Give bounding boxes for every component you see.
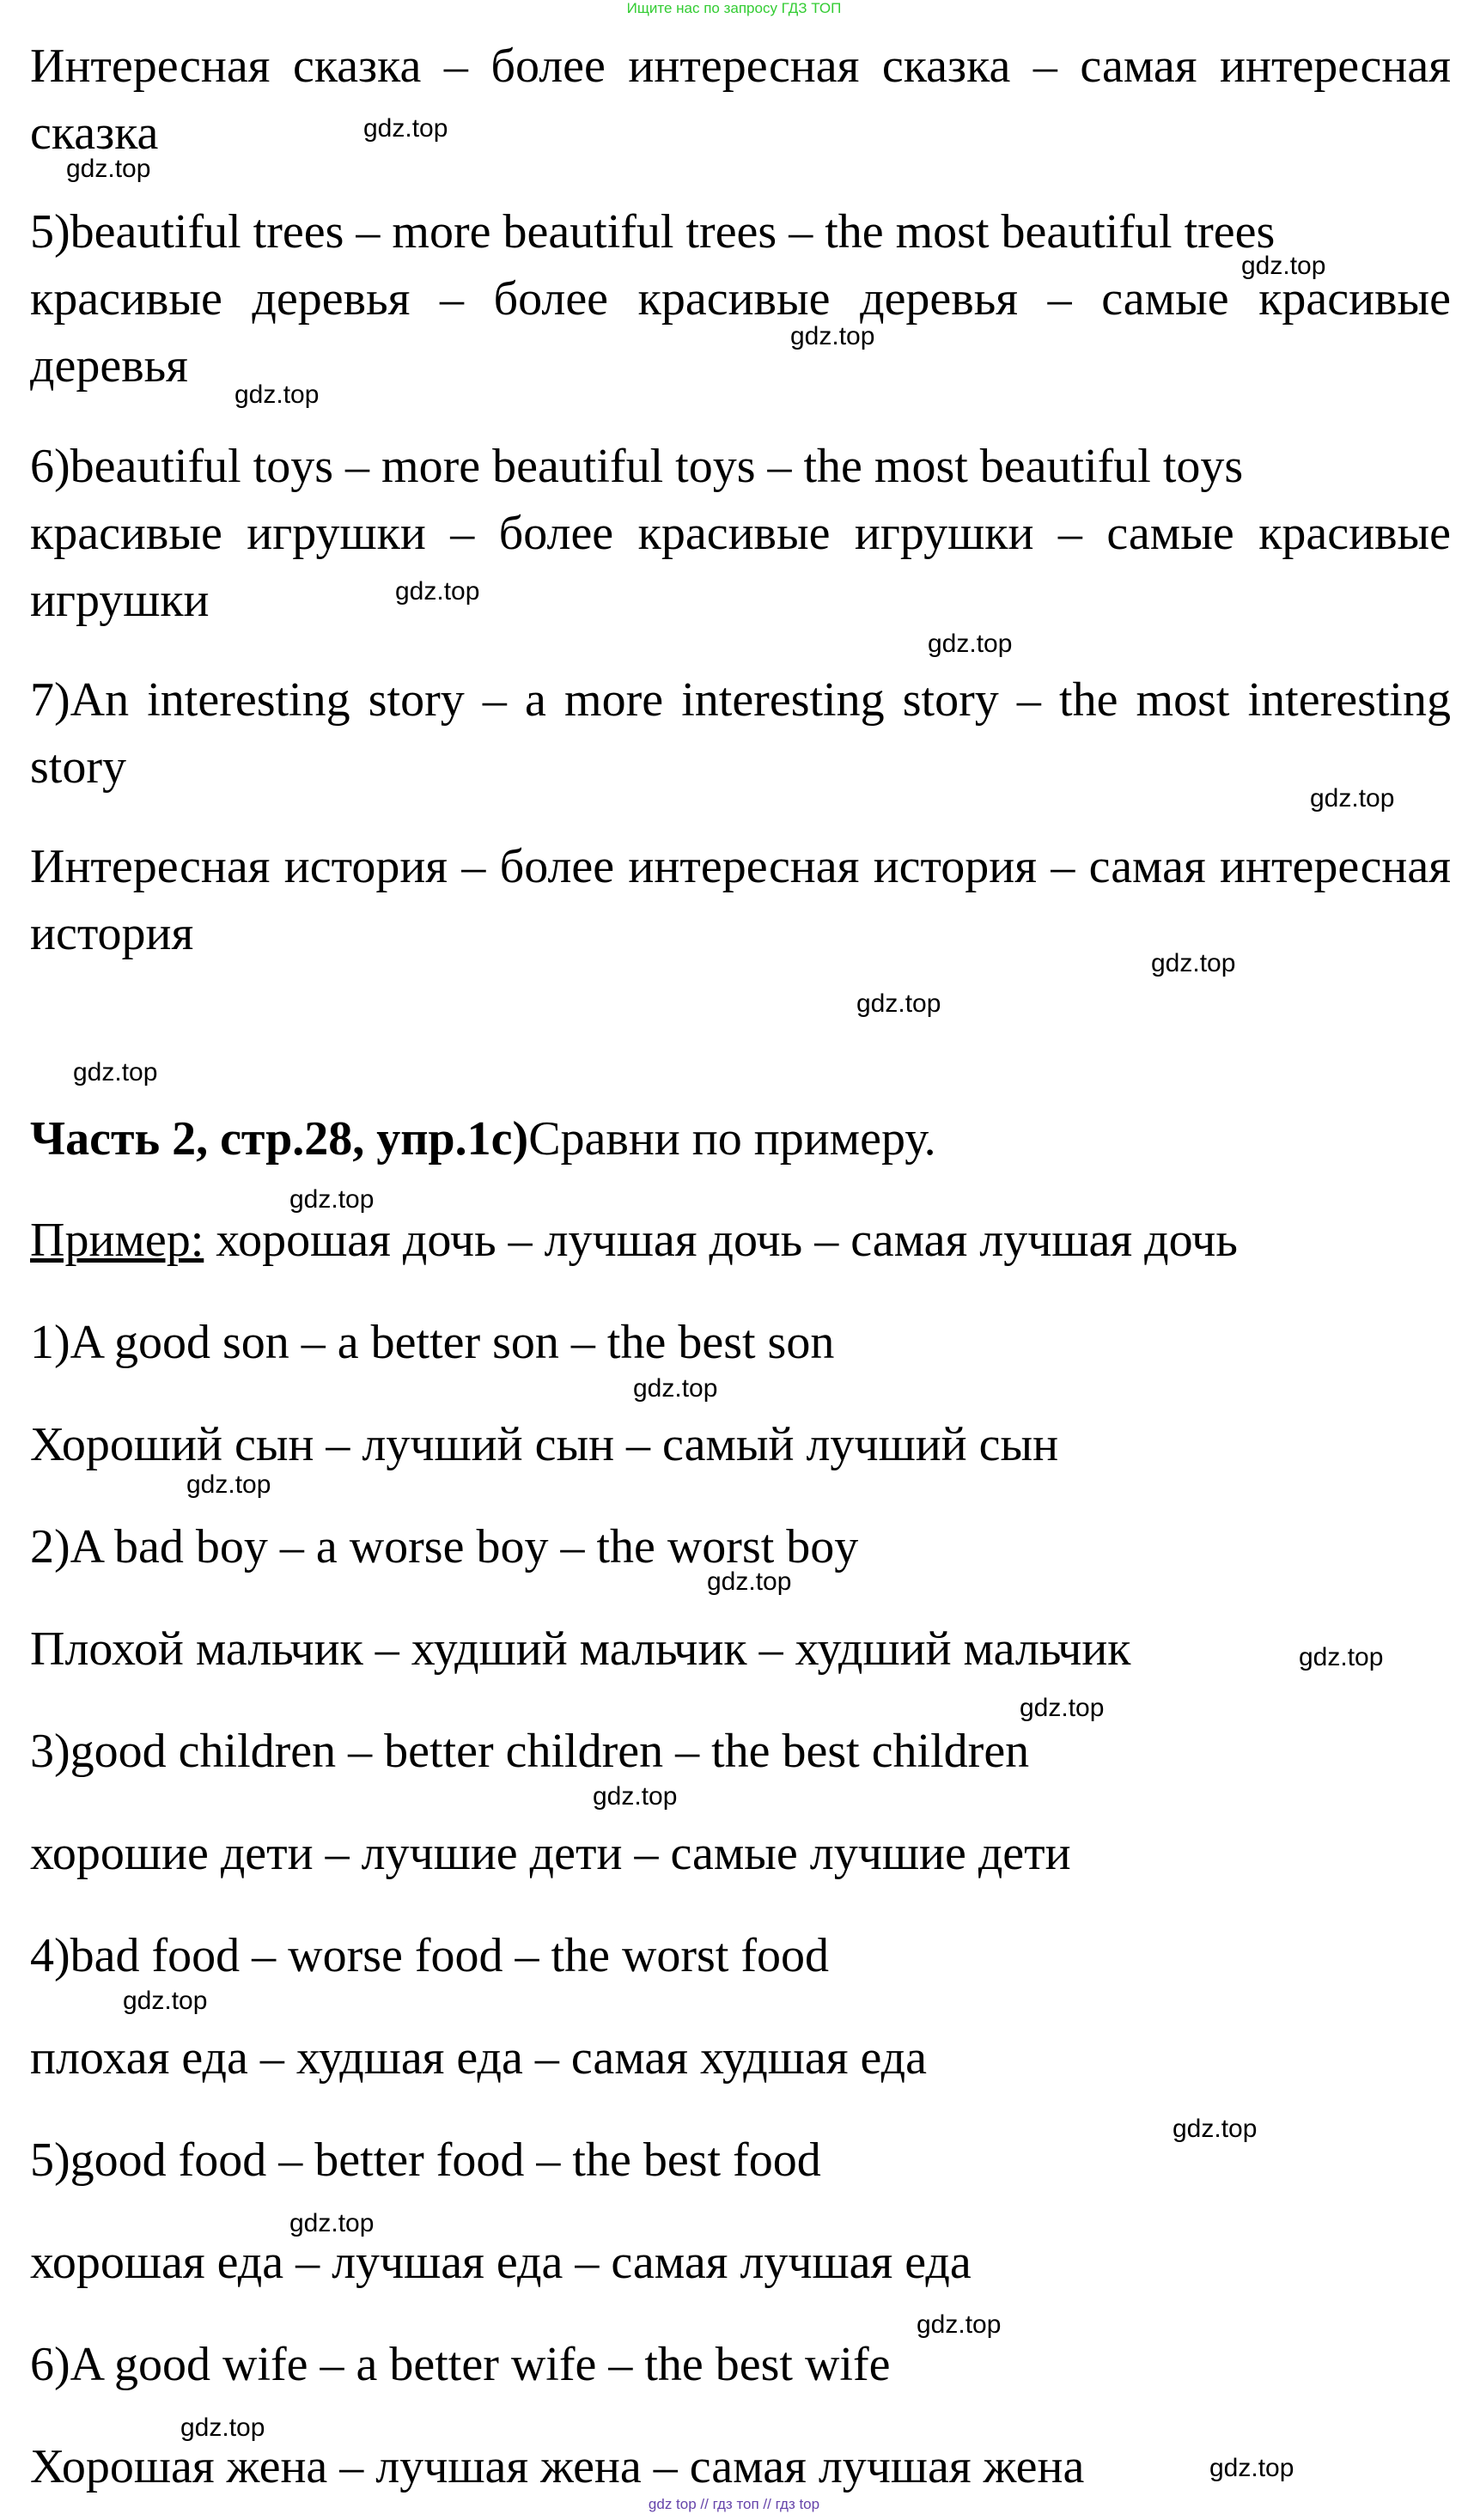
watermark: gdz.top bbox=[235, 380, 320, 409]
example-line bbox=[30, 1207, 1451, 1274]
watermark: gdz.top bbox=[73, 1058, 158, 1087]
example-text: хорошая дочь – лучшая дочь – самая лучшая дочь bbox=[204, 1214, 1238, 1267]
watermark: gdz.top bbox=[123, 1987, 208, 2015]
exercise-heading-instruction: Сравни по примеру. bbox=[528, 1112, 936, 1166]
fairy-tale-line: Интересная сказка – более интересная сказка – самая интересная сказка bbox=[30, 40, 1451, 160]
watermark: gdz.top bbox=[186, 1470, 271, 1499]
watermark: gdz.top bbox=[289, 2209, 375, 2237]
item-6b-english: 6)A good wife – a better wife – the best wife bbox=[30, 2338, 891, 2391]
item-5b-russian: хорошая еда – лучшая еда – самая лучшая еда bbox=[30, 2236, 972, 2289]
item-2-russian: Плохой мальчик – худший мальчик – худший мальчик bbox=[30, 1622, 1131, 1676]
exercise-heading bbox=[30, 1105, 1451, 1172]
watermark: gdz.top bbox=[1151, 949, 1236, 977]
bottom-banner: gdz top // гдз топ // гдз top bbox=[648, 2496, 820, 2512]
item-3-english: 3)good children – better children – the best children bbox=[30, 1725, 1030, 1778]
watermark: gdz.top bbox=[1020, 1694, 1105, 1722]
watermark: gdz.top bbox=[790, 322, 875, 350]
watermark: gdz.top bbox=[707, 1567, 792, 1596]
watermark: gdz.top bbox=[1310, 784, 1395, 813]
item-2-english: 2)A bad boy – a worse boy – the worst boy bbox=[30, 1520, 859, 1573]
item-5-english: 5)beautiful trees – more beautiful trees – the most beautiful trees bbox=[30, 205, 1276, 259]
watermark: gdz.top bbox=[180, 2413, 265, 2442]
exercise-heading-reference: Часть 2, стр.28, упр.1с) bbox=[30, 1112, 529, 1166]
watermark: gdz.top bbox=[1241, 252, 1326, 280]
item-3-russian: хорошие дети – лучшие дети – самые лучшие дети bbox=[30, 1827, 1071, 1880]
watermark: gdz.top bbox=[856, 989, 941, 1018]
item-5-russian: красивые деревья – более красивые деревья – самые красивые деревья bbox=[30, 272, 1451, 393]
item-7-english: 7)An interesting story – a more interesting story – the most interesting story bbox=[30, 673, 1451, 794]
watermark: gdz.top bbox=[289, 1185, 375, 1214]
watermark: gdz.top bbox=[633, 1374, 718, 1403]
item-1-russian: Хороший сын – лучший сын – самый лучший сын bbox=[30, 1418, 1059, 1471]
item-6-russian: красивые игрушки – более красивые игрушки – самые красивые игрушки bbox=[30, 507, 1451, 627]
item-6b-russian: Хорошая жена – лучшая жена – самая лучшая жена bbox=[30, 2440, 1085, 2493]
top-banner: Ищите нас по запросу ГДЗ ТОП bbox=[626, 0, 842, 16]
watermark: gdz.top bbox=[593, 1782, 678, 1811]
item-4-russian: плохая еда – худшая еда – самая худшая еда bbox=[30, 2031, 927, 2085]
watermark: gdz.top bbox=[917, 2310, 1002, 2339]
watermark: gdz.top bbox=[363, 114, 448, 143]
watermark: gdz.top bbox=[66, 155, 151, 183]
watermark: gdz.top bbox=[928, 630, 1013, 658]
example-label: Пример: bbox=[30, 1214, 204, 1267]
item-6-english: 6)beautiful toys – more beautiful toys – the most beautiful toys bbox=[30, 440, 1244, 493]
watermark: gdz.top bbox=[1209, 2454, 1294, 2482]
item-4-english: 4)bad food – worse food – the worst food bbox=[30, 1929, 830, 1982]
item-5b-english: 5)good food – better food – the best food bbox=[30, 2133, 821, 2187]
item-7-russian: Интересная история – более интересная история – самая интересная история bbox=[30, 840, 1451, 960]
watermark: gdz.top bbox=[395, 577, 480, 606]
item-1-english: 1)A good son – a better son – the best son bbox=[30, 1316, 835, 1369]
watermark: gdz.top bbox=[1173, 2115, 1258, 2143]
watermark: gdz.top bbox=[1299, 1643, 1384, 1671]
